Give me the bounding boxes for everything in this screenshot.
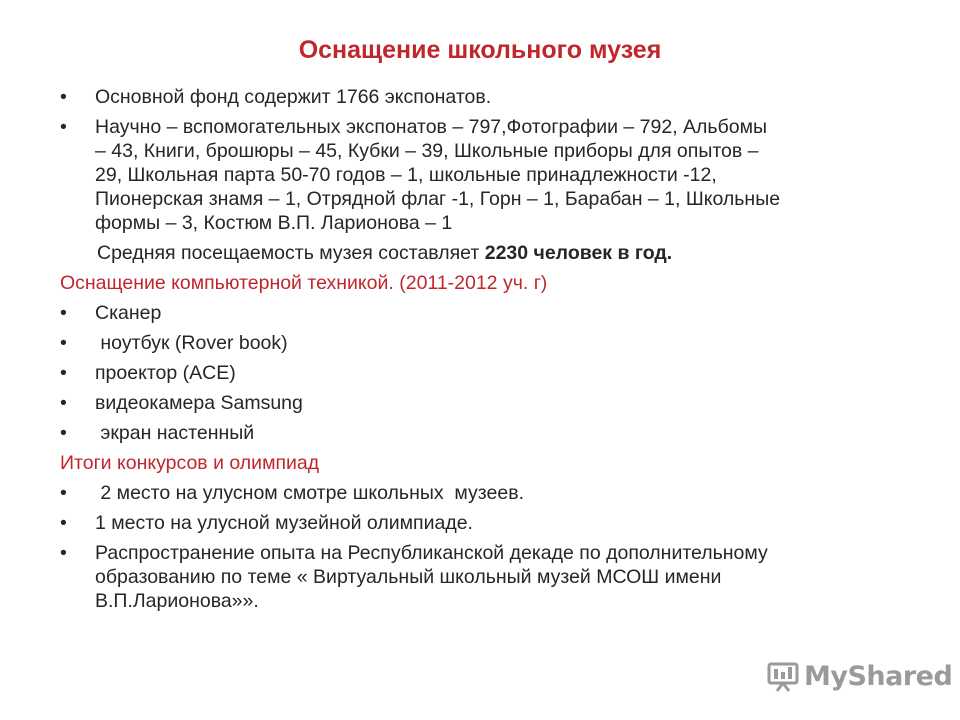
result-item-text: 1 место на улусной музейной олимпиаде. <box>95 512 473 534</box>
bullet-dot: • <box>60 332 67 354</box>
bullet-dot: • <box>60 512 67 534</box>
fund-main-text: Основной фонд содержит 1766 экспонатов. <box>95 86 492 108</box>
list-item-tech <box>60 421 910 445</box>
fund-details-line: Научно – вспомогательных экспонатов – 797,Фотографии – 792, Альбомы <box>95 116 768 138</box>
bullet-dot: • <box>60 542 67 564</box>
slide-title: Оснащение школьного музея <box>298 36 662 64</box>
result-last-line: образованию по теме « Виртуальный школьный музей МСОШ имени <box>95 566 722 588</box>
watermark[interactable] <box>766 656 952 696</box>
bullet-dot: • <box>60 422 67 444</box>
list-item-fund-main <box>60 85 910 109</box>
results-heading: Итоги конкурсов и олимпиад <box>60 452 320 474</box>
bullet-dot: • <box>60 362 67 384</box>
tech-item-text: Сканер <box>95 302 162 324</box>
list-item-tech <box>60 391 910 415</box>
list-item-tech <box>60 301 910 325</box>
bullet-dot: • <box>60 86 67 108</box>
bullet-dot: • <box>60 302 67 324</box>
bullet-dot: • <box>60 392 67 414</box>
fund-details-line: – 43, Книги, брошюры – 45, Кубки – 39, Школьные приборы для опытов – <box>95 140 759 162</box>
tech-item-text: экран настенный <box>95 422 255 444</box>
tech-item-text: проектор (ACE) <box>95 362 236 384</box>
list-item-tech <box>60 361 910 385</box>
list-item-result <box>60 541 910 613</box>
tech-item-text: видеокамера Samsung <box>95 392 303 414</box>
watermark-text: MyShared <box>804 660 953 692</box>
bullet-dot: • <box>60 482 67 504</box>
list-item-tech <box>60 331 910 355</box>
list-item-result <box>60 481 910 505</box>
bullet-dot: • <box>60 116 67 138</box>
fund-details-line: Пионерская знамя – 1, Отрядной флаг -1, Горн – 1, Барабан – 1, Школьные <box>95 188 781 210</box>
presentation-board-icon <box>766 659 800 693</box>
list-item-fund-details <box>60 115 910 235</box>
attendance-line <box>60 241 910 265</box>
list-item-result <box>60 511 910 535</box>
result-last-line: В.П.Ларионова»». <box>95 590 259 612</box>
result-last-line: Распространение опыта на Республиканской декаде по дополнительному <box>95 542 768 564</box>
tech-heading: Оснащение компьютерной техникой. (2011-2012 уч. г) <box>60 272 548 294</box>
attendance-prefix: Средняя посещаемость музея составляет <box>97 242 485 264</box>
slide-content <box>60 85 910 619</box>
attendance-value: 2230 человек в год. <box>484 242 673 264</box>
result-item-text: 2 место на улусном смотре школьных музеев. <box>95 482 524 504</box>
tech-item-text: ноутбук (Rover book) <box>95 332 288 354</box>
fund-details-line: формы – 3, Костюм В.П. Ларионова – 1 <box>95 212 453 234</box>
fund-details-line: 29, Школьная парта 50-70 годов – 1, школьные принадлежности -12, <box>95 164 717 186</box>
